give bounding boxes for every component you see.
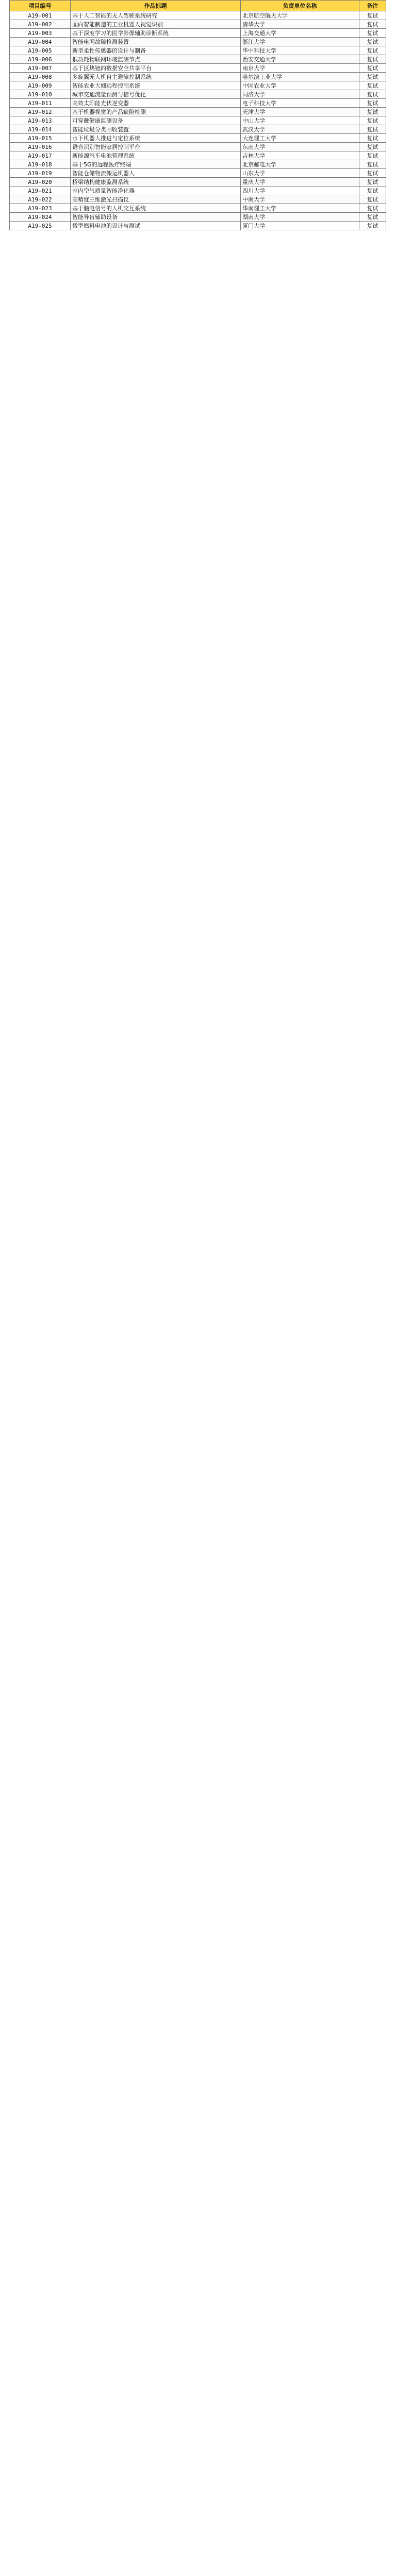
table-row [10,29,386,38]
cell-project-id: A19-023 [10,204,71,213]
cell-work-title: 可穿戴健康监测设备 [71,116,241,125]
cell-unit-name: 上海交通大学 [241,29,359,38]
cell-unit-name: 浙江大学 [241,38,359,46]
cell-project-id: A19-013 [10,116,71,125]
cell-work-title: 低功耗物联网环境监测节点 [71,55,241,64]
table-row [10,195,386,204]
cell-unit-name: 西安交通大学 [241,55,359,64]
cell-project-id: A19-012 [10,108,71,116]
results-table [9,0,386,230]
table-row [10,90,386,99]
cell-work-title: 智能电网故障检测装置 [71,38,241,46]
cell-remark: 复试 [359,134,386,143]
cell-work-title: 基于深度学习的医学影像辅助诊断系统 [71,29,241,38]
cell-work-title: 智能仓储物流搬运机器人 [71,169,241,178]
cell-work-title: 室内空气质量智能净化器 [71,187,241,195]
cell-unit-name: 大连理工大学 [241,134,359,143]
cell-remark: 复试 [359,29,386,38]
cell-project-id: A19-009 [10,81,71,90]
cell-project-id: A19-019 [10,169,71,178]
table-row [10,143,386,151]
cell-work-title: 新能源汽车电池管理系统 [71,151,241,160]
cell-unit-name: 中南大学 [241,195,359,204]
cell-project-id: A19-021 [10,187,71,195]
cell-unit-name: 湖南大学 [241,213,359,222]
table-row [10,20,386,29]
cell-project-id: A19-020 [10,178,71,187]
cell-remark: 复试 [359,81,386,90]
cell-work-title: 城市交通流量预测与信号优化 [71,90,241,99]
cell-unit-name: 电子科技大学 [241,99,359,108]
cell-work-title: 微型燃料电池的设计与测试 [71,222,241,230]
table-body [10,11,386,230]
cell-work-title: 语音识别智能家居控制平台 [71,143,241,151]
cell-remark: 复试 [359,116,386,125]
table-row [10,151,386,160]
cell-unit-name: 中国农业大学 [241,81,359,90]
cell-remark: 复试 [359,108,386,116]
cell-work-title: 高效太阳能光伏逆变器 [71,99,241,108]
results-sheet [9,0,386,230]
cell-unit-name: 重庆大学 [241,178,359,187]
table-row [10,73,386,81]
cell-project-id: A19-024 [10,213,71,222]
table-row [10,187,386,195]
table-row [10,11,386,20]
cell-unit-name: 北京邮电大学 [241,160,359,169]
cell-remark: 复试 [359,90,386,99]
cell-remark: 复试 [359,20,386,29]
cell-project-id: A19-002 [10,20,71,29]
cell-remark: 复试 [359,38,386,46]
table-row [10,99,386,108]
cell-remark: 复试 [359,73,386,81]
cell-project-id: A19-004 [10,38,71,46]
cell-project-id: A19-016 [10,143,71,151]
cell-project-id: A19-003 [10,29,71,38]
cell-remark: 复试 [359,125,386,134]
table-row [10,178,386,187]
table-row [10,204,386,213]
cell-remark: 复试 [359,213,386,222]
cell-project-id: A19-011 [10,99,71,108]
cell-project-id: A19-014 [10,125,71,134]
cell-unit-name: 北京航空航天大学 [241,11,359,20]
cell-remark: 复试 [359,143,386,151]
cell-unit-name: 中山大学 [241,116,359,125]
cell-work-title: 基于机器视觉的产品缺陷检测 [71,108,241,116]
table-row [10,55,386,64]
table-row [10,38,386,46]
cell-remark: 复试 [359,11,386,20]
cell-work-title: 基于5G的远程医疗终端 [71,160,241,169]
cell-remark: 复试 [359,46,386,55]
cell-project-id: A19-018 [10,160,71,169]
cell-work-title: 高精度三维激光扫描仪 [71,195,241,204]
cell-unit-name: 四川大学 [241,187,359,195]
cell-work-title: 基于人工智能的无人驾驶系统研究 [71,11,241,20]
cell-unit-name: 华南理工大学 [241,204,359,213]
cell-project-id: A19-015 [10,134,71,143]
cell-work-title: 新型柔性传感器的设计与制备 [71,46,241,55]
cell-project-id: A19-008 [10,73,71,81]
cell-remark: 复试 [359,99,386,108]
cell-unit-name: 东南大学 [241,143,359,151]
cell-work-title: 基于区块链的数据安全共享平台 [71,64,241,73]
cell-work-title: 基于脑电信号的人机交互系统 [71,204,241,213]
table-row [10,108,386,116]
cell-remark: 复试 [359,178,386,187]
cell-unit-name: 同济大学 [241,90,359,99]
cell-project-id: A19-022 [10,195,71,204]
cell-unit-name: 武汉大学 [241,125,359,134]
cell-work-title: 桥梁结构健康监测系统 [71,178,241,187]
header-work-title: 作品标题 [71,1,241,11]
table-row [10,81,386,90]
header-remark: 备注 [359,1,386,11]
cell-project-id: A19-025 [10,222,71,230]
cell-remark: 复试 [359,204,386,213]
cell-remark: 复试 [359,151,386,160]
cell-project-id: A19-007 [10,64,71,73]
header-project-id: 项目编号 [10,1,71,11]
cell-remark: 复试 [359,169,386,178]
cell-project-id: A19-010 [10,90,71,99]
cell-project-id: A19-006 [10,55,71,64]
table-row [10,134,386,143]
cell-project-id: A19-001 [10,11,71,20]
table-row [10,116,386,125]
cell-project-id: A19-017 [10,151,71,160]
cell-unit-name: 哈尔滨工业大学 [241,73,359,81]
table-header-row [10,1,386,11]
table-row [10,46,386,55]
cell-unit-name: 华中科技大学 [241,46,359,55]
cell-remark: 复试 [359,187,386,195]
header-unit-name: 负责单位名称 [241,1,359,11]
cell-remark: 复试 [359,160,386,169]
cell-work-title: 多旋翼无人机自主避障控制系统 [71,73,241,81]
cell-work-title: 智能垃圾分类回收装置 [71,125,241,134]
cell-unit-name: 南京大学 [241,64,359,73]
cell-remark: 复试 [359,195,386,204]
cell-project-id: A19-005 [10,46,71,55]
cell-remark: 复试 [359,64,386,73]
table-row [10,222,386,230]
table-row [10,169,386,178]
cell-unit-name: 吉林大学 [241,151,359,160]
cell-unit-name: 清华大学 [241,20,359,29]
table-row [10,64,386,73]
table-row [10,213,386,222]
table-row [10,125,386,134]
cell-work-title: 智能导盲辅助设备 [71,213,241,222]
cell-remark: 复试 [359,222,386,230]
cell-work-title: 水下机器人推进与定位系统 [71,134,241,143]
cell-unit-name: 山东大学 [241,169,359,178]
cell-remark: 复试 [359,55,386,64]
cell-unit-name: 厦门大学 [241,222,359,230]
cell-work-title: 智能农业大棚远程控制系统 [71,81,241,90]
table-row [10,160,386,169]
cell-work-title: 面向智能制造的工业机器人视觉识别 [71,20,241,29]
cell-unit-name: 天津大学 [241,108,359,116]
